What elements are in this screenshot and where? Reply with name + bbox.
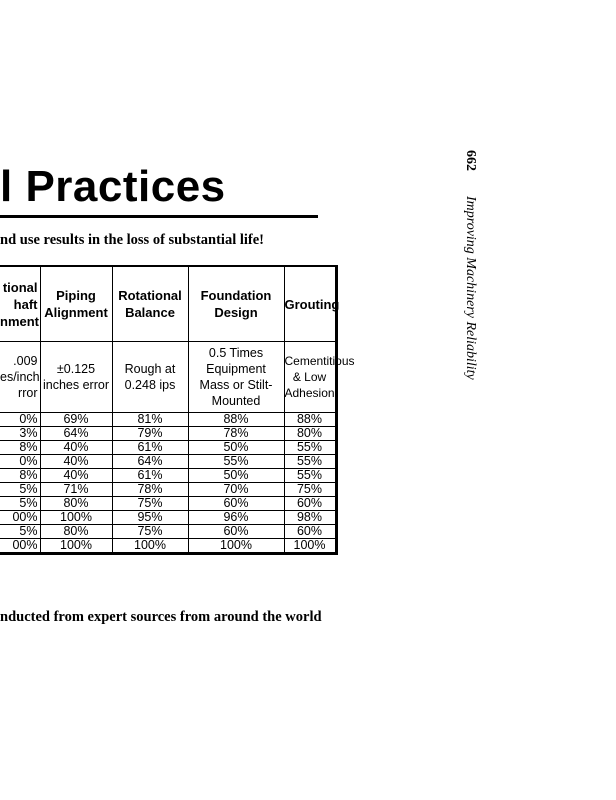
table-cell: 50% — [188, 441, 284, 455]
table-cell: 81% — [112, 413, 188, 427]
table-cell: 40% — [40, 455, 112, 469]
table-cell: 100% — [284, 539, 336, 554]
column-header: Grouting — [284, 266, 336, 342]
table-cell: 75% — [112, 497, 188, 511]
column-header: Rotational Balance — [112, 266, 188, 342]
running-head: Improving Machinery Reliability — [463, 196, 478, 380]
page-margin-header — [460, 150, 482, 410]
table-row — [0, 413, 336, 427]
table-cell: 55% — [284, 441, 336, 455]
table-cell: 60% — [188, 497, 284, 511]
criteria-cell: .009 es/inch rror — [0, 342, 40, 413]
table-cell: 64% — [112, 455, 188, 469]
table-cell: 100% — [40, 511, 112, 525]
criteria-cell: ±0.125 inches error — [40, 342, 112, 413]
table-cell: 75% — [284, 483, 336, 497]
table-cell: 88% — [284, 413, 336, 427]
column-header: Foundation Design — [188, 266, 284, 342]
table-cell: 78% — [112, 483, 188, 497]
table-cell: 55% — [284, 455, 336, 469]
table-cell: 55% — [284, 469, 336, 483]
table-cell: 61% — [112, 441, 188, 455]
table-cell: 60% — [188, 525, 284, 539]
table-cell: 55% — [188, 455, 284, 469]
table-cell: 80% — [40, 525, 112, 539]
table-subtitle: nd use results in the loss of substantial life! — [0, 232, 264, 248]
table-cell: 5% — [0, 497, 40, 511]
table-row — [0, 525, 336, 539]
heading-rule — [0, 215, 318, 218]
data-table-wrapper — [0, 265, 355, 555]
table-cell: 3% — [0, 427, 40, 441]
table-cell: 61% — [112, 469, 188, 483]
table-row — [0, 511, 336, 525]
table-header-row — [0, 266, 336, 342]
table-footnote: nducted from expert sources from around the world — [0, 609, 322, 625]
table-row — [0, 497, 336, 511]
table-row — [0, 539, 336, 554]
table-row — [0, 455, 336, 469]
table-cell: 50% — [188, 469, 284, 483]
table-criteria-row — [0, 342, 336, 413]
table-cell: 64% — [40, 427, 112, 441]
table-cell: 80% — [40, 497, 112, 511]
table-cell: 5% — [0, 483, 40, 497]
table-cell: 5% — [0, 525, 40, 539]
table-row — [0, 469, 336, 483]
table-cell: 00% — [0, 511, 40, 525]
column-header: Piping Alignment — [40, 266, 112, 342]
table-cell: 40% — [40, 469, 112, 483]
table-cell: 100% — [40, 539, 112, 554]
criteria-cell: Cementitious & Low Adhesion — [284, 342, 336, 413]
table-row — [0, 427, 336, 441]
table-cell: 78% — [188, 427, 284, 441]
table-cell: 79% — [112, 427, 188, 441]
criteria-cell: 0.5 Times Equipment Mass or Stilt- Mounted — [188, 342, 284, 413]
table-cell: 88% — [188, 413, 284, 427]
criteria-cell: Rough at 0.248 ips — [112, 342, 188, 413]
column-header: tional haft nment — [0, 266, 40, 342]
table-cell: 71% — [40, 483, 112, 497]
table-cell: 40% — [40, 441, 112, 455]
table-cell: 100% — [112, 539, 188, 554]
table-cell: 70% — [188, 483, 284, 497]
table-cell: 60% — [284, 525, 336, 539]
table-cell: 80% — [284, 427, 336, 441]
table-row — [0, 441, 336, 455]
table-cell: 75% — [112, 525, 188, 539]
table-cell: 8% — [0, 469, 40, 483]
table-cell: 69% — [40, 413, 112, 427]
table-cell: 60% — [284, 497, 336, 511]
section-heading: l Practices — [0, 162, 226, 211]
table-row — [0, 483, 336, 497]
table-cell: 98% — [284, 511, 336, 525]
table-cell: 0% — [0, 413, 40, 427]
table-cell: 0% — [0, 455, 40, 469]
data-table — [0, 265, 355, 555]
table-cell: 00% — [0, 539, 40, 554]
page-number: 662 — [463, 150, 478, 171]
table-cell: 95% — [112, 511, 188, 525]
table-cell: 8% — [0, 441, 40, 455]
table-cell: 96% — [188, 511, 284, 525]
table-cell: 100% — [188, 539, 284, 554]
